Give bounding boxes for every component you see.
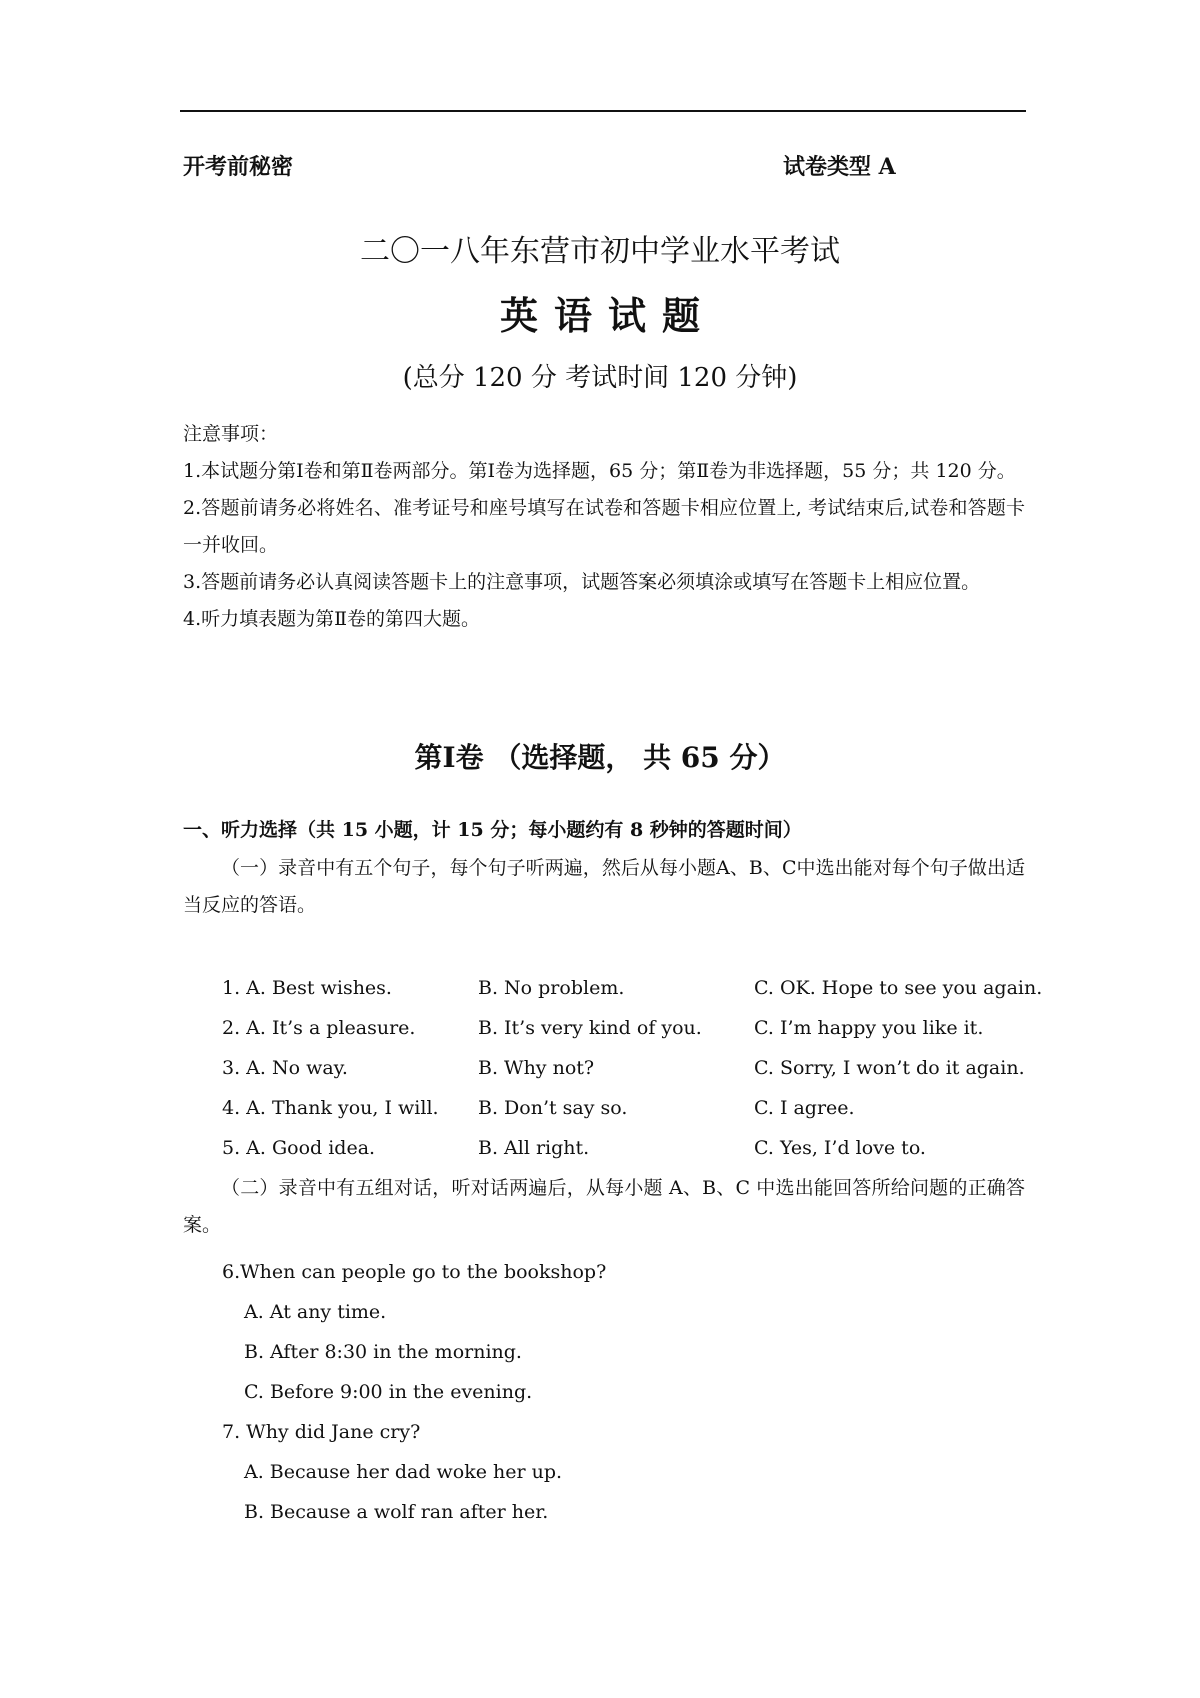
choice-option: 3. A. No way. [222, 1057, 348, 1079]
subject-title: 英语试题 [499, 293, 716, 338]
part-title: 一、听力选择（共 15 小题，计 15 分；每小题约有 8 秒钟的答题时间） [183, 819, 802, 841]
part-intro: （一）录音中有五个句子，每个句子听两遍，然后从每小题A、B、C中选出能对每个句子做出适当反应的答语。 [183, 857, 1025, 916]
choice-row [222, 1128, 1042, 1168]
note-item: 2.答题前请务必将姓名、准考证号和座号填写在试卷和答题卡相应位置上, 考试结束后,试卷和答题卡一并收回。 [183, 497, 1025, 556]
choice-option: 4. A. Thank you, I will. [222, 1097, 439, 1119]
choice-option: B. All right. [478, 1137, 590, 1159]
exam-title: 二〇一八年东营市初中学业水平考试 [360, 234, 840, 269]
score-info: (总分 120 分 考试时间 120 分钟) [402, 363, 798, 393]
question-text: 7. Why did Jane cry? [222, 1421, 421, 1443]
choice-option: C. I agree. [754, 1097, 855, 1119]
choice-option: B. It’s very kind of you. [478, 1017, 702, 1039]
choice-option: C. Sorry, I won’t do it again. [754, 1057, 1025, 1079]
choice-option: C. I’m happy you like it. [754, 1017, 984, 1039]
choice-row [222, 1048, 1042, 1088]
note-item: 4.听力填表题为第Ⅱ卷的第四大题。 [183, 608, 481, 630]
paper-type-label: 试卷类型 A [783, 154, 896, 180]
note-item: 1.本试题分第Ⅰ卷和第Ⅱ卷两部分。第Ⅰ卷为选择题，65 分；第Ⅱ卷为非选择题，55 分；共 120 分。 [183, 460, 1016, 482]
choice-option: B. Why not? [478, 1057, 595, 1079]
choice-option: 2. A. It’s a pleasure. [222, 1017, 416, 1039]
question-option: A. At any time. [244, 1301, 387, 1323]
note-item: 3.答题前请务必认真阅读答题卡上的注意事项，试题答案必须填涂或填写在答题卡上相应位置。 [183, 571, 981, 593]
choice-row [222, 1088, 1042, 1128]
question-list [222, 1252, 1042, 1532]
choice-option: B. Don’t say so. [478, 1097, 628, 1119]
choice-row [222, 1008, 1042, 1048]
choice-row [222, 968, 1042, 1008]
question-option: C. Before 9:00 in the evening. [244, 1381, 533, 1403]
choice-option: 5. A. Good idea. [222, 1137, 376, 1159]
question-option: A. Because her dad woke her up. [244, 1461, 563, 1483]
top-rule [180, 110, 1026, 112]
choice-option: 1. A. Best wishes. [222, 977, 392, 999]
part-intro: （二）录音中有五组对话，听对话两遍后，从每小题 A、B、C 中选出能回答所给问题的正确答案。 [183, 1177, 1025, 1236]
secret-label: 开考前秘密 [183, 154, 294, 180]
choice-option: C. OK. Hope to see you again. [754, 977, 1043, 999]
section-title: 第Ⅰ卷 （选择题， 共 65 分） [414, 741, 786, 774]
notes-heading: 注意事项： [183, 423, 279, 445]
notes [183, 416, 1025, 638]
choice-list [222, 968, 1042, 1168]
question-option: B. Because a wolf ran after her. [244, 1501, 549, 1523]
choice-option: C. Yes, I’d love to. [754, 1137, 926, 1159]
choice-option: B. No problem. [478, 977, 625, 999]
question-option: B. After 8:30 in the morning. [244, 1341, 522, 1363]
question-text: 6.When can people go to the bookshop? [222, 1261, 607, 1283]
